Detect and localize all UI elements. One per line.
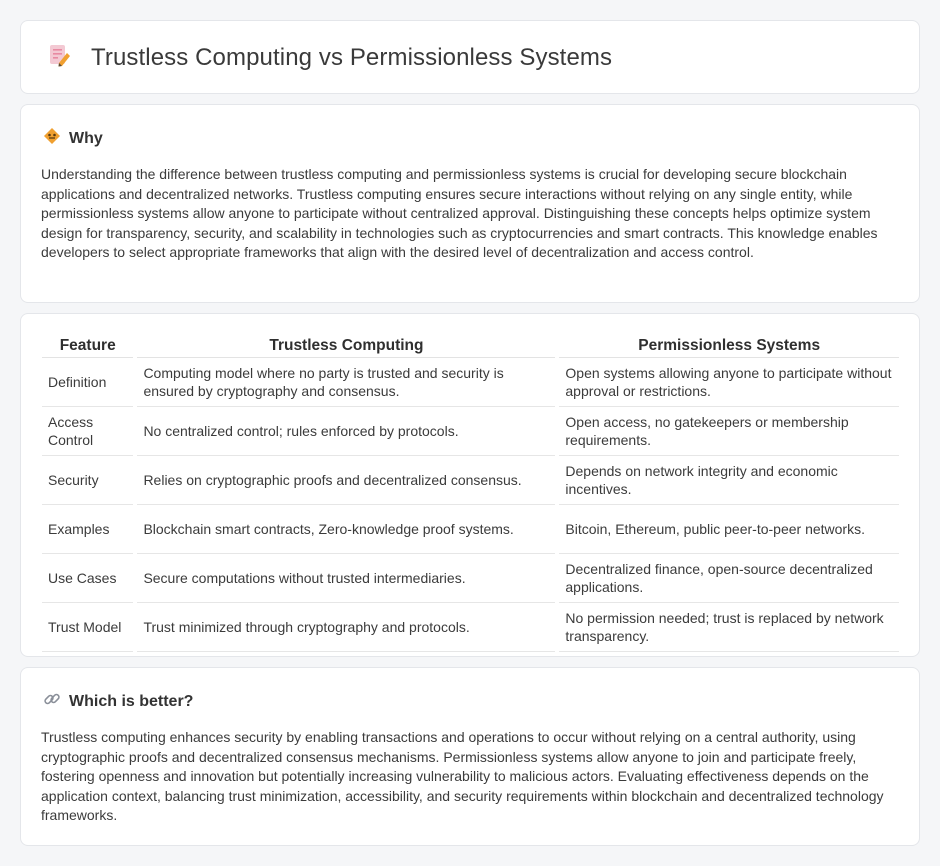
- document-pencil-icon: [47, 43, 71, 72]
- header-trustless: Trustless Computing: [137, 335, 555, 358]
- row-trustless: No centralized control; rules enforced by protocols.: [137, 407, 555, 456]
- which-better-heading: Which is better?: [69, 692, 194, 710]
- why-text: Understanding the difference between trustless computing and permissionless systems is crucial for developing secure blockchain applications and decentralized networks. Trustless computing ensures secure interactions without relying on any single entity, while permissionless systems allow anyone to participate without centralized approval. Distinguishing these concepts helps optimize system design for transparency, security, and scalability in technologies such as cryptocurrencies and smart contracts. This knowledge enables developers to select appropriate frameworks that align with the desired level of decentralization and access control.: [41, 166, 878, 260]
- row-permissionless: Depends on network integrity and economic incentives.: [559, 456, 899, 505]
- row-trustless: Computing model where no party is trusted and security is ensured by cryptography and consensus.: [137, 358, 555, 407]
- comparison-card: [20, 313, 920, 657]
- why-heading: Why: [69, 129, 103, 147]
- table-row: [42, 505, 899, 554]
- row-feature: Use Cases: [42, 554, 133, 603]
- row-feature: Security: [42, 456, 133, 505]
- table-row: [42, 554, 899, 603]
- row-permissionless: Bitcoin, Ethereum, public peer-to-peer networks.: [559, 505, 899, 554]
- table-row: [42, 603, 899, 652]
- row-trustless: Secure computations without trusted intermediaries.: [137, 554, 555, 603]
- table-row: [42, 456, 899, 505]
- row-feature: Trust Model: [42, 603, 133, 652]
- table-row: [42, 407, 899, 456]
- comparison-table: [42, 335, 899, 652]
- row-permissionless: Open systems allowing anyone to participate without approval or restrictions.: [559, 358, 899, 407]
- why-card: [20, 104, 920, 303]
- diamond-sign-icon: [43, 127, 61, 150]
- row-feature: Definition: [42, 358, 133, 407]
- row-feature: Examples: [42, 505, 133, 554]
- which-better-text: Trustless computing enhances security by enabling transactions and operations to occur without relying on a central authority, using cryptographic proofs and decentralized consensus mechanisms. Permissionless systems allow anyone to join and participate freely, fostering openness and innovation but potentially increasing vulnerability to malicious actors. Evaluating effectiveness depends on the application context, balancing trust minimization, accessibility, and security requirements within blockchain and decentralized technology frameworks.: [41, 729, 884, 823]
- row-feature: Access Control: [42, 407, 133, 456]
- row-permissionless: Open access, no gatekeepers or membership requirements.: [559, 407, 899, 456]
- row-trustless: Trust minimized through cryptography and protocols.: [137, 603, 555, 652]
- page-title: Trustless Computing vs Permissionless Systems: [91, 43, 613, 71]
- table-header-row: [42, 335, 899, 358]
- link-icon: [43, 690, 61, 713]
- header-feature: Feature: [42, 335, 133, 358]
- row-permissionless: Decentralized finance, open-source decentralized applications.: [559, 554, 899, 603]
- table-row: [42, 358, 899, 407]
- row-trustless: Relies on cryptographic proofs and decentralized consensus.: [137, 456, 555, 505]
- title-card: [20, 20, 920, 94]
- which-better-card: [20, 667, 920, 846]
- row-trustless: Blockchain smart contracts, Zero-knowledge proof systems.: [137, 505, 555, 554]
- row-permissionless: No permission needed; trust is replaced by network transparency.: [559, 603, 899, 652]
- header-permissionless: Permissionless Systems: [559, 335, 899, 358]
